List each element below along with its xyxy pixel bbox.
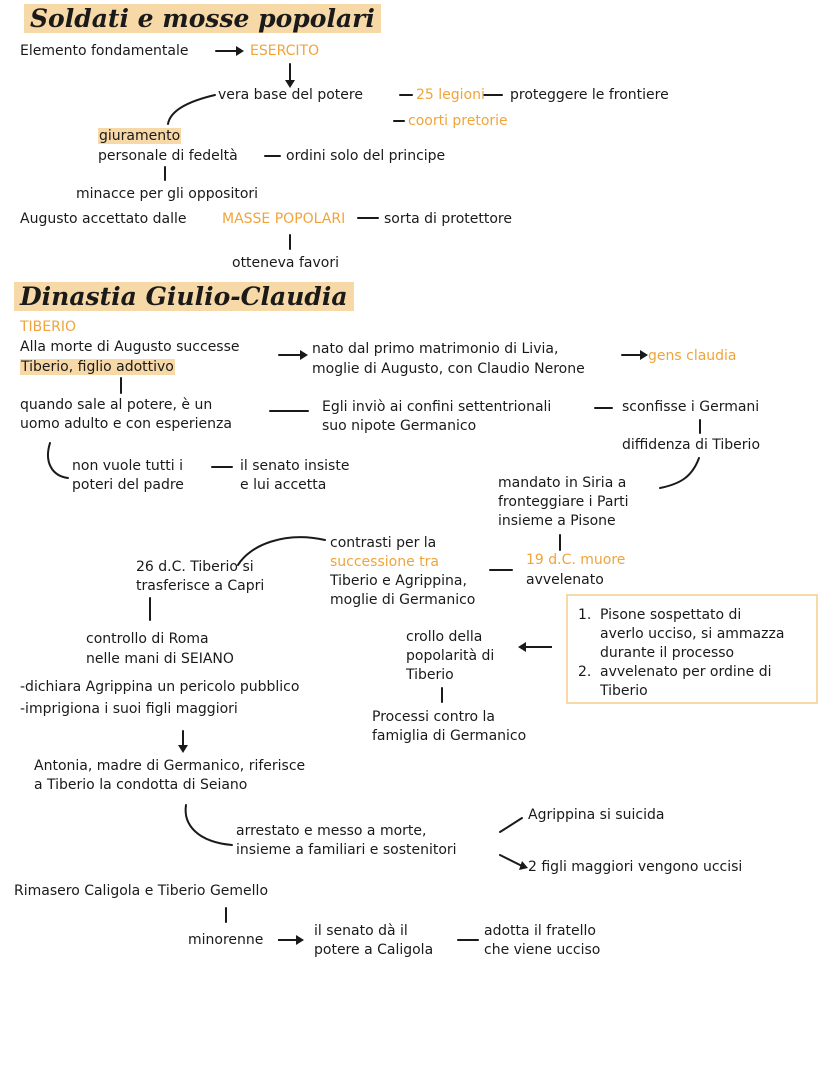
dichiara-label: -dichiara Agrippina un pericolo pubblico [20,679,300,695]
coorti-label: coorti pretorie [408,113,508,129]
ordini-label: ordini solo del principe [286,148,446,164]
controllo-line2: nelle mani di SEIANO [86,651,234,667]
rimasero-label: Rimasero Caligola e Tiberio Gemello [14,883,269,899]
minorenne-label: minorenne [188,932,264,948]
antonia-line2: a Tiberio la condotta di Seiano [34,777,248,793]
gens-claudia-label: gens claudia [648,348,737,364]
senato-line2: e lui accetta [240,477,327,493]
crollo-line1: crollo della [406,629,483,645]
contrasti-line3: Tiberio e Agrippina, [330,573,467,589]
nato-line1: nato dal primo matrimonio di Livia, [312,341,559,357]
protettore-label: sorta di protettore [384,211,512,227]
vera-base-label: vera base del potere [218,87,363,103]
nonvuole-line1: non vuole tutti i [72,458,184,474]
morte-line1: Alla morte di Augusto successe [20,339,240,355]
elemento-label: Elemento fondamentale [20,43,189,59]
box-item2-line1: avvelenato per ordine di [600,664,772,680]
processi-line1: Processi contro la [372,709,496,725]
contrasti-line1: contrasti per la [330,535,437,551]
crollo-line2: popolarità di [406,648,495,664]
box-item1-line2: averlo ucciso, si ammazza [600,626,785,642]
frontiere-label: proteggere le frontiere [510,87,669,103]
morte-line2: Tiberio, figlio adottivo [21,359,174,375]
section-title-dinastia: Dinastia Giulio-Claudia [14,282,354,311]
controllo-line1: controllo di Roma [86,631,209,647]
giuramento-label: giuramento [99,128,181,144]
favori-label: otteneva favori [232,255,339,271]
nato-line2: moglie di Augusto, con Claudio Nerone [312,361,585,377]
figli-uccisi-label: 2 figli maggiori vengono uccisi [528,859,743,875]
potere-line2: potere a Caligola [314,942,434,958]
muore-line1: 19 d.C. muore [526,552,626,568]
minacce-label: minacce per gli oppositori [76,186,259,202]
adotta-line1: adotta il fratello [484,923,596,939]
arrestato-line2: insieme a familiari e sostenitori [236,842,457,858]
fedelta-label: personale di fedeltà [98,148,238,164]
sconfisse-label: sconfisse i Germani [622,399,760,415]
mandato-line2: fronteggiare i Parti [498,494,629,510]
mandato-line3: insieme a Pisone [498,513,616,529]
diffidenza-label: diffidenza di Tiberio [622,437,761,453]
agrippina-suicida-label: Agrippina si suicida [528,807,665,823]
potere-line1: il senato dà il [314,923,408,939]
processi-line2: famiglia di Germanico [372,728,527,744]
section-title-soldati: Soldati e mosse popolari [24,4,381,33]
box-item1-line1: Pisone sospettato di [600,607,742,623]
sale-line1: quando sale al potere, è un [20,397,213,413]
contrasti-line2: successione tra [330,554,439,570]
augusto-label: Augusto accettato dalle [20,211,187,227]
mandato-line1: mandato in Siria a [498,475,627,491]
adotta-line2: che viene ucciso [484,942,601,958]
arrestato-line1: arrestato e messo a morte, [236,823,427,839]
tiberio-heading: TIBERIO [20,319,77,335]
sale-line2: uomo adulto e con esperienza [20,416,232,432]
masse-popolari-label: MASSE POPOLARI [222,211,346,227]
invio-line2: suo nipote Germanico [322,418,477,434]
esercito-label: ESERCITO [250,43,320,59]
invio-line1: Egli inviò ai confini settentrionali [322,399,552,415]
contrasti-line4: moglie di Germanico [330,592,476,608]
anno26-line1: 26 d.C. Tiberio si [136,559,254,575]
box-item2-line2: Tiberio [600,683,648,699]
crollo-line3: Tiberio [406,667,454,683]
antonia-line1: Antonia, madre di Germanico, riferisce [34,758,306,774]
legioni-label: 25 legioni [416,87,485,103]
anno26-line2: trasferisce a Capri [136,578,265,594]
imprigiona-label: -imprigiona i suoi figli maggiori [20,701,238,717]
nonvuole-line2: poteri del padre [72,477,184,493]
muore-line2: avvelenato [526,572,604,588]
senato-line1: il senato insiste [240,458,350,474]
box-item1-line3: durante il processo [600,645,735,661]
